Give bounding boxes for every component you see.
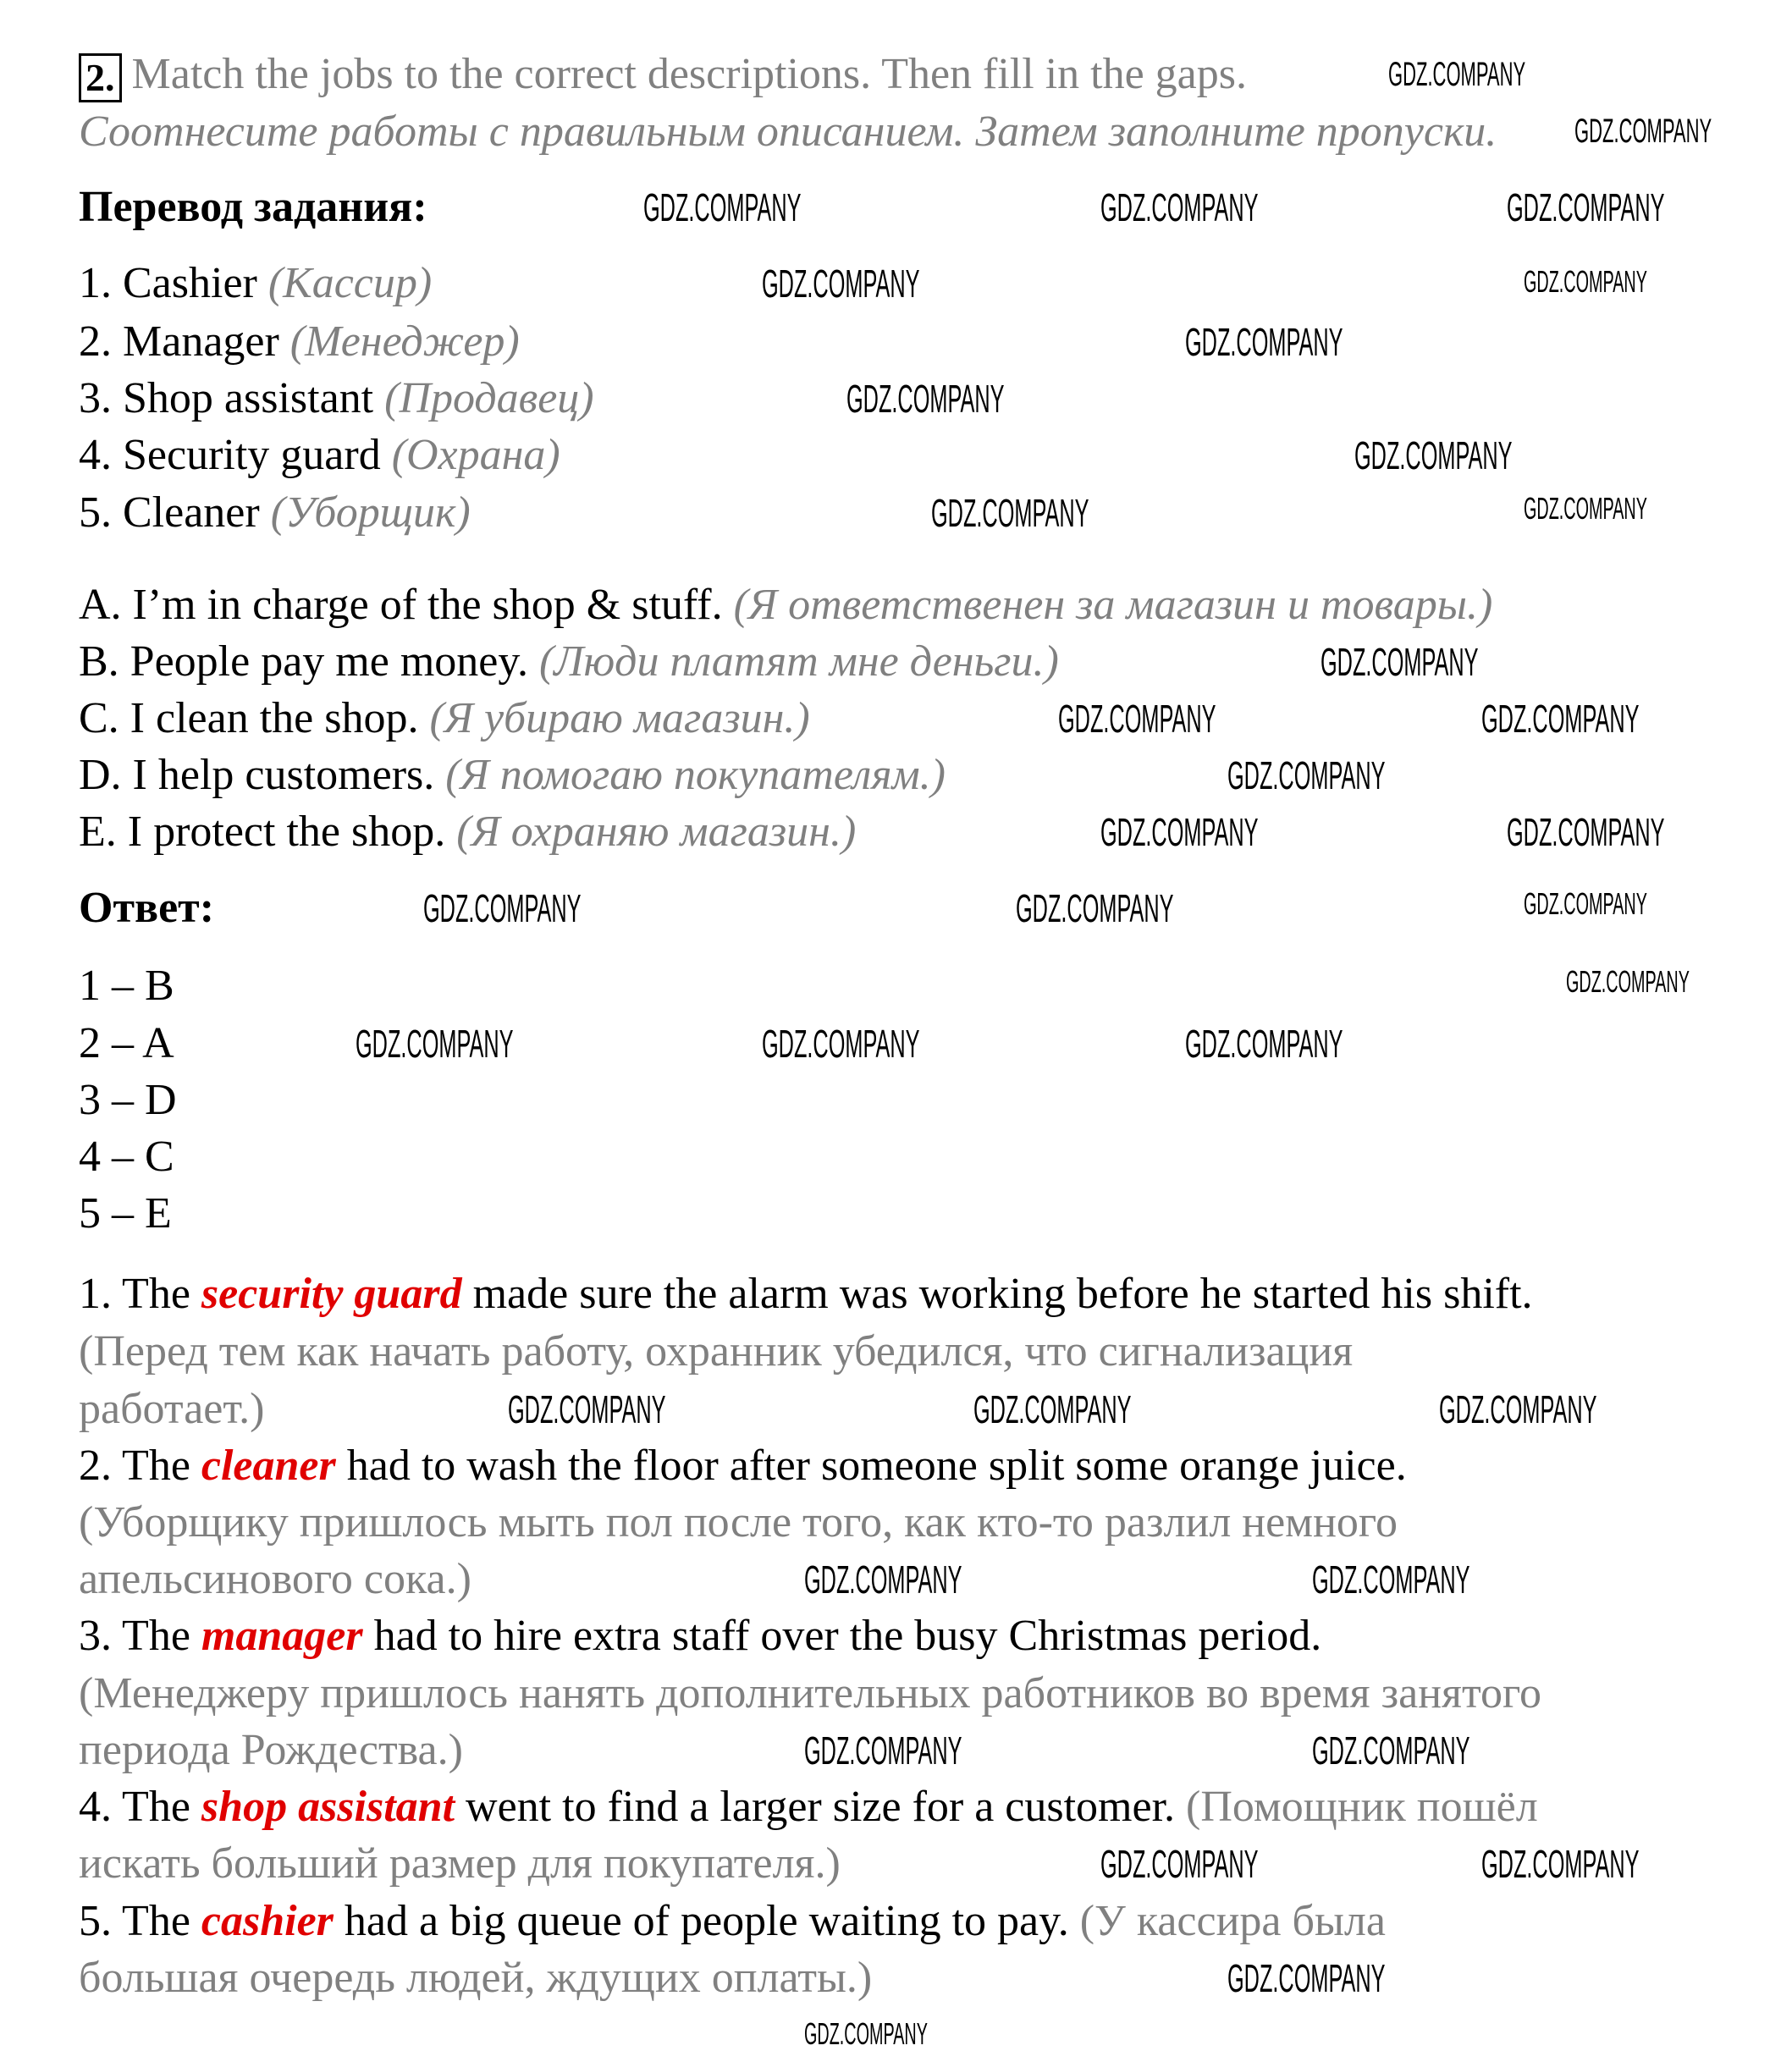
watermark: GDZ.COMPANY [1524,886,1647,921]
answer-item: 3 – D [79,1076,177,1124]
watermark: GDZ.COMPANY [1312,1728,1470,1773]
answer-item: 4 – C [79,1133,174,1181]
sentence-translation: работает.) [79,1385,265,1433]
watermark: GDZ.COMPANY [643,185,802,229]
watermark: GDZ.COMPANY [1507,185,1665,229]
job-item [79,485,471,541]
job-en: 1. Cashier [79,259,257,307]
sentence [79,1608,1321,1664]
watermark: GDZ.COMPANY [762,262,920,306]
job-en: 3. Shop assistant [79,374,374,422]
watermark: GDZ.COMPANY [846,377,1005,421]
instruction-ru: Соотнесите работы с правильным описанием. Затем заполните пропуски. [79,108,1497,156]
watermark: GDZ.COMPANY [356,1022,514,1066]
filled-gap: shop assistant [201,1783,455,1831]
description-item [79,804,856,860]
task-number: 2. [79,53,122,102]
sentence-text: had to wash the floor after someone split some orange juice. [335,1442,1407,1490]
description-en: A. I’m in charge of the shop & stuff. [79,581,723,629]
watermark: GDZ.COMPANY [423,886,582,930]
sentence-text: had a big queue of people waiting to pay. [333,1897,1080,1945]
description-ru: (Я ответственен за магазин и товары.) [733,581,1493,629]
sentence-text: had to hire extra staff over the busy Christmas period. [362,1612,1322,1660]
answer-item: 5 – E [79,1189,172,1238]
watermark: GDZ.COMPANY [1227,1956,1386,2000]
sentence-text: 4. The [79,1783,201,1831]
answer-item: 2 – A [79,1019,174,1067]
instruction-en: Match the jobs to the correct descriptions. Then fill in the gaps. [131,50,1247,98]
description-en: D. I help customers. [79,751,435,799]
watermark: GDZ.COMPANY [1227,753,1386,797]
description-item [79,747,946,803]
job-ru: (Продавец) [384,374,594,422]
description-ru: (Я убираю магазин.) [429,694,810,742]
description-ru: (Люди платят мне деньги.) [538,637,1059,686]
filled-gap: cleaner [201,1442,336,1490]
answer-item: 1 – B [79,962,174,1010]
sentence-text: made sure the alarm was working before he started his shift. [461,1270,1533,1318]
watermark: GDZ.COMPANY [1100,1842,1259,1886]
watermark: GDZ.COMPANY [1439,1387,1597,1431]
watermark: GDZ.COMPANY [1388,56,1526,93]
sentence-text: 5. The [79,1897,201,1945]
job-en: 5. Cleaner [79,488,260,537]
sentence [79,1266,1533,1322]
watermark: GDZ.COMPANY [1100,185,1259,229]
sentence [79,1894,1386,1949]
description-en: C. I clean the shop. [79,694,419,742]
job-ru: (Охрана) [391,431,560,479]
description-ru: (Я помогаю покупателям.) [445,751,946,799]
sentence-translation: (У кассира была [1079,1897,1386,1945]
sentence-translation: (Менеджеру пришлось нанять дополнительных работников во время занятого [79,1669,1542,1717]
filled-gap: security guard [201,1270,462,1318]
watermark: GDZ.COMPANY [804,2016,928,2051]
sentence-translation: (Уборщику пришлось мыть пол после того, как кто-то разлил немного [79,1498,1398,1546]
watermark: GDZ.COMPANY [1312,1558,1470,1602]
job-ru: (Уборщик) [270,488,471,537]
watermark: GDZ.COMPANY [1481,1842,1640,1886]
job-item [79,371,594,427]
description-en: B. People pay me money. [79,637,528,686]
sentence-translation: большая очередь людей, ждущих оплаты.) [79,1954,873,2002]
job-en: 2. Manager [79,317,279,366]
sentence [79,1438,1407,1494]
sentence-text: 3. The [79,1612,201,1660]
watermark: GDZ.COMPANY [1354,433,1513,477]
description-ru: (Я охраняю магазин.) [456,808,857,856]
job-en: 4. Security guard [79,431,381,479]
sentence-translation: периода Рождества.) [79,1726,463,1774]
job-ru: (Кассир) [267,259,433,307]
watermark: GDZ.COMPANY [973,1387,1132,1431]
filled-gap: cashier [201,1897,334,1945]
sentence-text: 2. The [79,1442,201,1490]
watermark: GDZ.COMPANY [1481,697,1640,741]
description-item [79,634,1059,690]
watermark: GDZ.COMPANY [1100,810,1259,854]
watermark: GDZ.COMPANY [1321,640,1479,684]
answer-heading: Ответ: [79,884,215,932]
description-item [79,577,1492,633]
sentence-translation: (Перед тем как начать работу, охранник убедился, что сигнализация [79,1327,1354,1376]
watermark: GDZ.COMPANY [1507,810,1665,854]
watermark: GDZ.COMPANY [762,1022,920,1066]
sentence-translation: искать больший размер для покупателя.) [79,1839,841,1888]
watermark: GDZ.COMPANY [1524,491,1647,526]
watermark: GDZ.COMPANY [1185,1022,1343,1066]
watermark: GDZ.COMPANY [508,1387,666,1431]
watermark: GDZ.COMPANY [1016,886,1174,930]
filled-gap: manager [201,1612,363,1660]
watermark: GDZ.COMPANY [931,491,1089,535]
watermark: GDZ.COMPANY [1185,320,1343,364]
sentence [79,1779,1538,1835]
job-item [79,314,520,370]
watermark: GDZ.COMPANY [1058,697,1216,741]
watermark: GDZ.COMPANY [1566,964,1690,999]
sentence-text: went to find a larger size for a customer. [455,1783,1187,1831]
job-ru: (Менеджер) [289,317,520,366]
watermark: GDZ.COMPANY [804,1728,962,1773]
job-item [79,256,432,312]
watermark: GDZ.COMPANY [1524,264,1647,299]
sentence-translation: (Помощник пошёл [1186,1783,1538,1831]
translation-heading: Перевод задания: [79,183,427,231]
watermark: GDZ.COMPANY [804,1558,962,1602]
job-item [79,427,560,483]
description-en: E. I protect the shop. [79,808,446,856]
task-header [79,47,1247,102]
description-item [79,691,810,747]
watermark: GDZ.COMPANY [1574,113,1712,150]
sentence-translation: апельсинового сока.) [79,1555,471,1603]
sentence-text: 1. The [79,1270,201,1318]
